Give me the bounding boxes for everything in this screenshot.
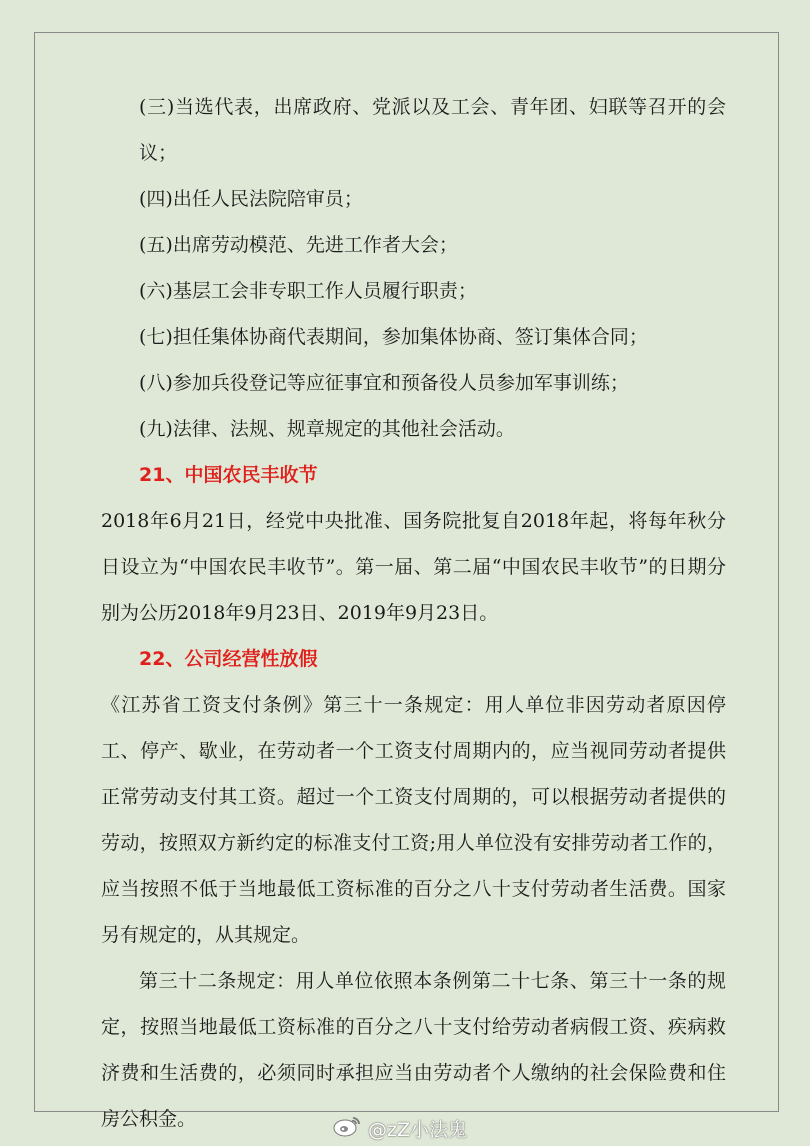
paragraph: 2018年6月21日，经党中央批准、国务院批复自2018年起，将每年秋分日设立为“中国农民丰收节”。第一届、第二届“中国农民丰收节”的日期分别为公历2018年9月23日、2019年9月23日。 [101,510,726,624]
paragraph: 《江苏省工资支付条例》第三十一条规定：用人单位非因劳动者原因停工、停产、歇业，在劳动者一个工资支付周期内的，应当视同劳动者提供正常劳动支付其工资。超过一个工资支付周期的，可以根据劳动者提供的劳动，按照双方新约定的标准支付工资;用人单位没有安排劳动者工作的，应当按照不低于当地最低工资标准的百分之八十支付劳动者生活费。国家另有规定的，从其规定。 [101,694,726,946]
list-item: (五)出席劳动模范、先进工作者大会； [139,234,458,256]
watermark [332,1114,467,1142]
list-item: (三)当选代表，出席政府、党派以及工会、青年团、妇联等召开的会议； [139,96,726,164]
list-item: (九)法律、法规、规章规定的其他社会活动。 [139,418,515,440]
list-item: (六)基层工会非专职工作人员履行职责； [139,280,477,302]
list-item: (八)参加兵役登记等应征事宜和预备役人员参加军事训练； [139,372,629,394]
section-heading: 22、公司经营性放假 [139,648,318,670]
watermark-text: @zZ小法鬼 [368,1118,467,1141]
list-item: (七)担任集体协商代表期间，参加集体协商、签订集体合同； [139,326,648,348]
list-item: (四)出任人民法院陪审员； [139,188,363,210]
section-heading: 21、中国农民丰收节 [139,464,318,486]
weibo-icon [332,1114,362,1143]
document-body [101,84,726,1142]
paragraph: 第三十二条规定：用人单位依照本条例第二十七条、第三十一条的规定，按照当地最低工资标准的百分之八十支付给劳动者病假工资、疾病救济费和生活费的，必须同时承担应当由劳动者个人缴纳的社会保险费和住房公积金。 [101,970,726,1130]
